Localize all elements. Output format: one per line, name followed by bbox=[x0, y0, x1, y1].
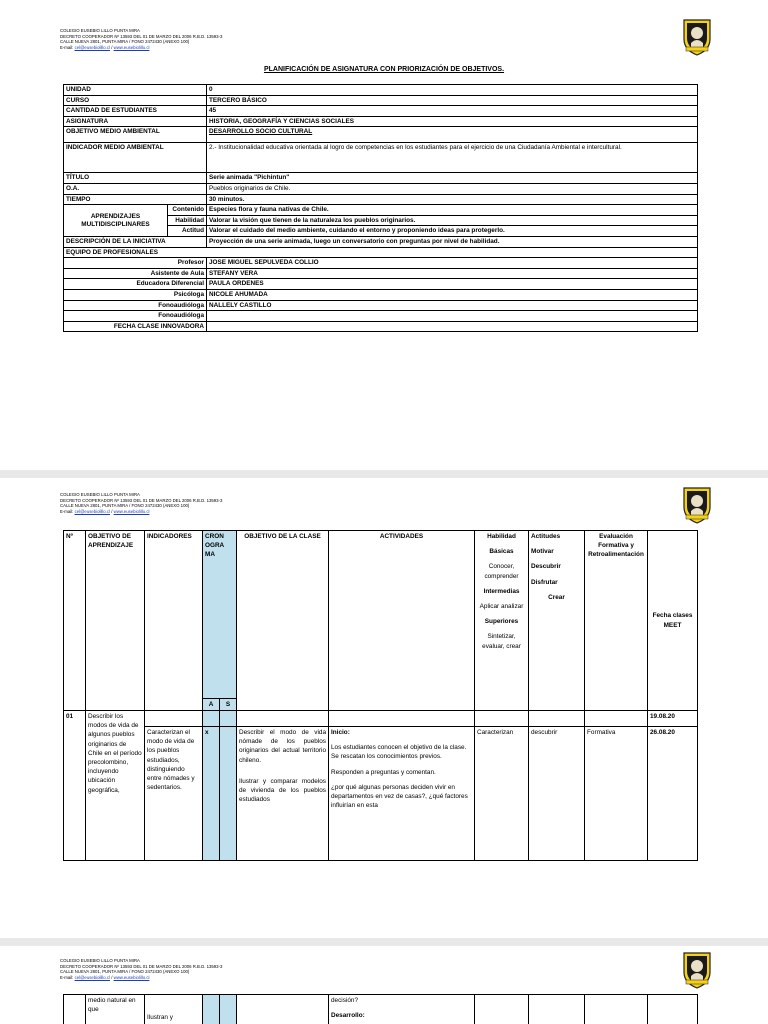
table-row: TÍTULO Serie animada "Pichintun" bbox=[64, 173, 698, 184]
website-link[interactable]: www.eusebiolillo.cl bbox=[113, 508, 150, 514]
table-row: ASIGNATURA HISTORIA, GEOGRAFÍA Y CIENCIAS SOCIALES bbox=[64, 116, 698, 127]
header-line: DECRETO COOPERADOR Nº 13593 DEL 01 DE MARZO DEL 2006 R.B.D. 13593-3 bbox=[60, 963, 223, 969]
table-row: Fonoaudióloga bbox=[64, 311, 698, 322]
table-row: Educadora Diferencial PAULA ORDENES bbox=[64, 279, 698, 290]
school-crest-icon bbox=[681, 950, 713, 990]
table-row: INDICADOR MEDIO AMBIENTAL 2.- Institucionalidad educativa orientada al logro de competencias en los estudiantes para el ejercicio de una Ciudadanía Ambiental e intercultural. bbox=[64, 143, 698, 173]
table-row: TIEMPO 30 minutos. bbox=[64, 194, 698, 205]
table-header-row: Nº OBJETIVO DE APRENDIZAJE INDICADORES CRON OGRA MA OBJETIVO DE LA CLASE ACTIVIDADES Habilidad Básicas Conocer, comprender Intermedias Aplicar analizar Superiores Sintetizar, evaluar, crear Actitudes Motivar Descubrir Disfrutar Crear Evaluación Formativa y Retroalimentación Fecha clases MEET bbox=[64, 531, 698, 699]
lesson-plan-table-continued bbox=[63, 994, 698, 1024]
header-line: COLEGIO EUSEBIO LILLO PUNTA MIRA bbox=[60, 28, 140, 33]
actitudes-header: Actitudes Motivar Descubrir Disfrutar Crear bbox=[529, 531, 585, 711]
table-row: DESCRIPCIÓN DE LA INICIATIVA Proyección de una serie animada, luego un conversatorio con preguntas por nivel de habilidad. bbox=[64, 236, 698, 247]
header-contact: E-mail: cel@eusebiolillo.cl / www.eusebiolillo.cl bbox=[60, 44, 150, 50]
table-row: OBJETIVO MEDIO AMBIENTAL DESARROLLO SOCIO CULTURAL bbox=[64, 127, 698, 143]
page-2 bbox=[0, 478, 768, 938]
planning-summary-table bbox=[63, 84, 698, 332]
header-contact: E-mail: cel@eusebiolillo.cl / www.eusebiolillo.cl bbox=[60, 508, 150, 514]
school-header bbox=[60, 492, 222, 514]
header-line: CALLE NUEVA 2801, PUNTA MIRA / FONO 2472430 (ANEXO 100) bbox=[60, 503, 190, 509]
page-title: PLANIFICACIÓN DE ASIGNATURA CON PRIORIZACIÓN DE OBJETIVOS. bbox=[263, 66, 505, 73]
aprendizajes-label: APRENDIZAJES MULTIDISCIPLINARES bbox=[64, 205, 168, 237]
table-row: EQUIPO DE PROFESIONALES bbox=[64, 247, 698, 258]
website-link[interactable]: www.eusebiolillo.cl bbox=[113, 974, 150, 980]
school-crest-icon bbox=[681, 17, 713, 57]
table-row: medio natural en que Ilustran y decisión? Desarrollo: bbox=[64, 995, 698, 1024]
header-line: COLEGIO EUSEBIO LILLO PUNTA MIRA bbox=[60, 492, 140, 497]
table-row: UNIDAD 0 bbox=[64, 85, 698, 96]
table-header-row: A S bbox=[64, 698, 698, 710]
school-header bbox=[60, 958, 222, 980]
email-link[interactable]: cel@eusebiolillo.cl bbox=[74, 44, 110, 50]
header-line: DECRETO COOPERADOR Nº 13593 DEL 01 DE MARZO DEL 2006 R.B.D. 13593-3 bbox=[60, 33, 223, 39]
email-link[interactable]: cel@eusebiolillo.cl bbox=[74, 508, 110, 514]
table-row: Caracterizan el modo de vida de los pueblos estudiados, distinguiendo entre nómades y sedentarios. x Describir el modo de vida nómade de los pueblos originarios del actual territorio chileno. Ilustrar y comparar modelos de vivienda de los pueblos estudiados Inicio: Los estudiantes conocen el objetivo de la clase. Se rescatan los conocimientos previos. Responden a preguntas y comentan. ¿por qué algunas personas deciden vivir en departamentos en vez de casas?, ¿qué factores influirían en esta Caracterizan descubrir Formativa 26.08.20 bbox=[64, 727, 698, 861]
header-line: DECRETO COOPERADOR Nº 13593 DEL 01 DE MARZO DEL 2006 R.B.D. 13593-3 bbox=[60, 497, 223, 503]
lesson-plan-table bbox=[63, 530, 698, 861]
table-row: Actitud Valorar el cuidado del medio ambiente, cuidando el entorno y proponiendo ideas para protegerlo. bbox=[64, 226, 698, 237]
table-row: APRENDIZAJES MULTIDISCIPLINARES Contenido Especies flora y fauna nativas de Chile. bbox=[64, 205, 698, 216]
school-crest-icon bbox=[681, 485, 713, 525]
table-row: O.A. Pueblos originarios de Chile. bbox=[64, 183, 698, 194]
page-3 bbox=[0, 946, 768, 1024]
table-row: FECHA CLASE INNOVADORA bbox=[64, 321, 698, 332]
header-line: CALLE NUEVA 2801, PUNTA MIRA / FONO 2472430 (ANEXO 100) bbox=[60, 39, 190, 45]
email-link[interactable]: cel@eusebiolillo.cl bbox=[74, 974, 110, 980]
table-row: Psicóloga NICOLE AHUMADA bbox=[64, 289, 698, 300]
table-row: 01 Describir los modos de vida de algunos pueblos originarios de Chile en el período precolombino, incluyendo ubicación geográfica, 19.08.20 bbox=[64, 711, 698, 727]
table-row: Fonoaudióloga NALLELY CASTILLO bbox=[64, 300, 698, 311]
table-row: Habilidad Valorar la visión que tienen de la naturaleza los pueblos originarios. bbox=[64, 215, 698, 226]
table-row: CANTIDAD DE ESTUDIANTES 45 bbox=[64, 106, 698, 117]
table-row: CURSO TERCERO BÁSICO bbox=[64, 95, 698, 106]
habilidades-header: Habilidad Básicas Conocer, comprender Intermedias Aplicar analizar Superiores Sintetizar, evaluar, crear bbox=[475, 531, 529, 711]
table-row: Asistente de Aula STEFANY VERA bbox=[64, 268, 698, 279]
header-line: COLEGIO EUSEBIO LILLO PUNTA MIRA bbox=[60, 958, 140, 963]
table-row: Profesor JOSE MIGUEL SEPULVEDA COLLIO bbox=[64, 258, 698, 269]
header-line: CALLE NUEVA 2801, PUNTA MIRA / FONO 2472430 (ANEXO 100) bbox=[60, 969, 190, 975]
header-contact: E-mail: cel@eusebiolillo.cl / www.eusebiolillo.cl bbox=[60, 974, 150, 980]
school-header bbox=[60, 28, 222, 50]
website-link[interactable]: www.eusebiolillo.cl bbox=[113, 44, 150, 50]
page-1 bbox=[0, 0, 768, 470]
